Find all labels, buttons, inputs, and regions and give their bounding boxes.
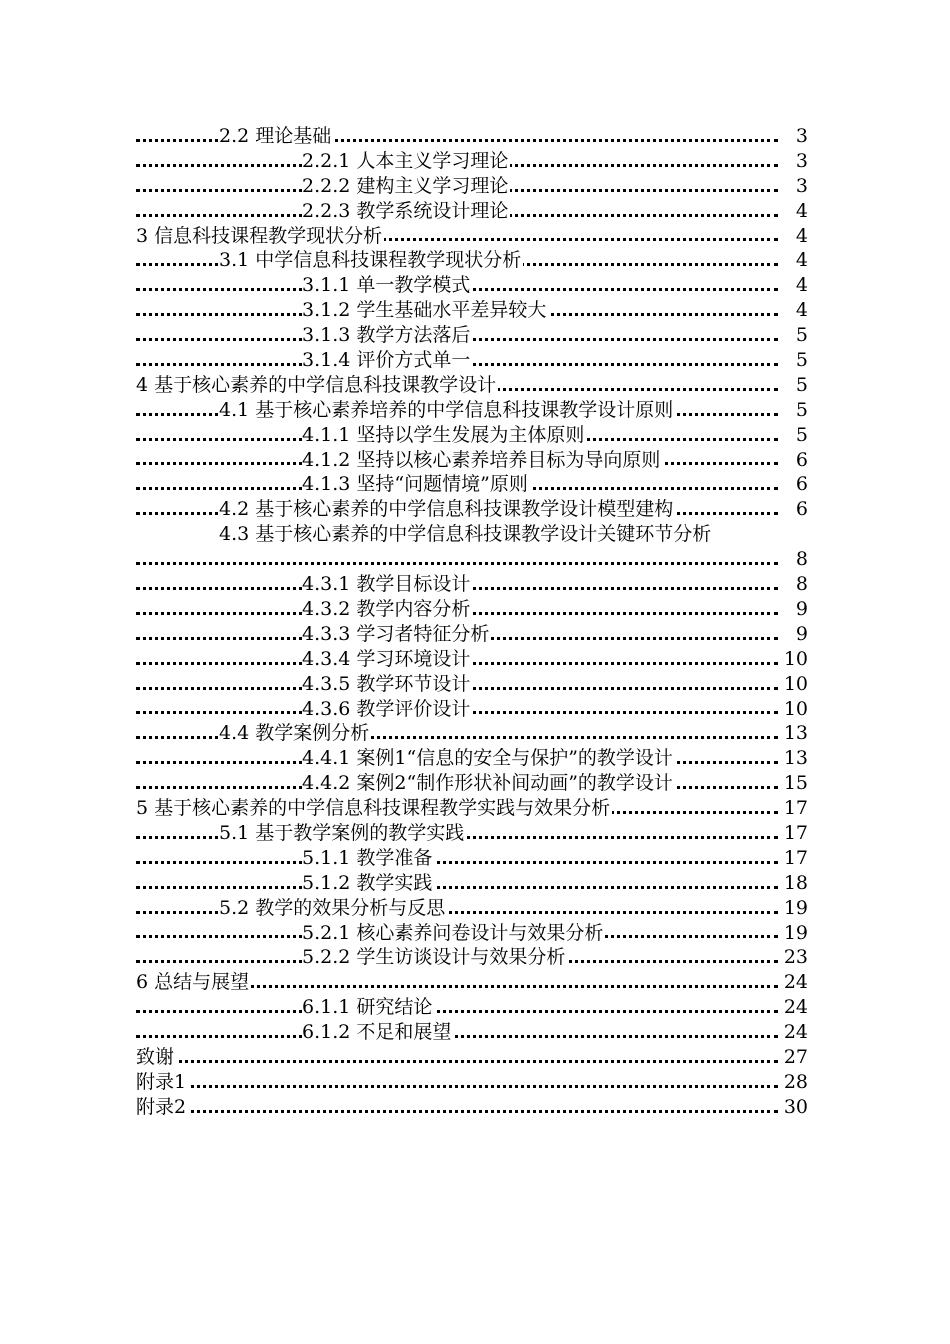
toc-entry-label: 学习环境设计 bbox=[356, 647, 471, 670]
toc-entry-heading bbox=[302, 299, 548, 321]
toc-entry-heading bbox=[302, 449, 662, 471]
toc-entry-number: 4.3.1 bbox=[302, 573, 351, 596]
toc-entry[interactable] bbox=[136, 124, 808, 149]
toc-entry[interactable] bbox=[136, 423, 808, 448]
dot-leader bbox=[136, 861, 778, 864]
toc-entry-number: 6 bbox=[136, 971, 149, 994]
toc-entry-heading bbox=[219, 897, 447, 919]
toc-entry-heading bbox=[136, 797, 612, 819]
toc-entry-label: 坚持以核心素养培养目标为导向原则 bbox=[356, 448, 661, 471]
toc-entry-page-number: 24 bbox=[781, 995, 808, 1020]
toc-entry-heading bbox=[302, 946, 567, 968]
toc-entry-label: 学生访谈设计与效果分析 bbox=[356, 946, 566, 969]
toc-entry[interactable] bbox=[136, 721, 808, 746]
toc-entry-label: 教学评价设计 bbox=[356, 697, 471, 720]
toc-entry[interactable] bbox=[136, 522, 808, 572]
toc-entry-label: 教学的效果分析与反思 bbox=[255, 896, 446, 919]
toc-entry-label: 基于核心素养培养的中学信息科技课教学设计原则 bbox=[255, 398, 674, 421]
toc-entry-heading bbox=[302, 200, 510, 222]
toc-entry-number: 4.4.2 bbox=[302, 772, 351, 795]
toc-entry-page-number: 10 bbox=[781, 697, 808, 722]
toc-entry-label: 教学案例分析 bbox=[255, 722, 370, 745]
toc-entry[interactable] bbox=[136, 224, 808, 249]
toc-entry-heading bbox=[219, 722, 371, 744]
toc-entry-heading bbox=[302, 698, 472, 720]
toc-entry-page-number: 17 bbox=[781, 796, 808, 821]
toc-entry-number: 4.1.2 bbox=[302, 448, 351, 471]
toc-entry-number: 4.3.3 bbox=[302, 622, 351, 645]
toc-entry-label: 总结与展望 bbox=[154, 971, 250, 994]
toc-entry-heading bbox=[136, 971, 251, 993]
toc-entry-page-number: 6 bbox=[793, 448, 808, 473]
toc-entry-heading bbox=[302, 324, 472, 346]
toc-entry[interactable] bbox=[136, 1020, 808, 1045]
toc-entry-label: 基于核心素养的中学信息科技课教学设计模型建构 bbox=[255, 498, 674, 521]
toc-entry-number: 6.1.1 bbox=[302, 996, 351, 1019]
toc-entry-label: 教学内容分析 bbox=[356, 597, 471, 620]
toc-entry[interactable] bbox=[136, 174, 808, 199]
dot-leader bbox=[136, 1085, 778, 1088]
toc-entry-page-number: 13 bbox=[781, 746, 808, 771]
toc-entry[interactable] bbox=[136, 149, 808, 174]
toc-entry-heading bbox=[302, 274, 472, 296]
toc-entry-label: 案例2“制作形状补间动画”的教学设计 bbox=[356, 772, 673, 795]
toc-entry-heading bbox=[136, 1046, 176, 1068]
toc-entry-label: 教学准备 bbox=[356, 846, 433, 869]
toc-entry[interactable] bbox=[136, 796, 808, 821]
toc-entry[interactable] bbox=[136, 896, 808, 921]
toc-entry-number: 3.1.2 bbox=[302, 299, 351, 322]
toc-entry-label: 基于核心素养的中学信息科技课教学设计关键环节分析 bbox=[255, 523, 712, 546]
toc-entry[interactable] bbox=[136, 398, 808, 423]
toc-entry-page-number: 19 bbox=[781, 896, 808, 921]
toc-entry-heading bbox=[136, 1071, 188, 1093]
dot-leader bbox=[136, 1010, 778, 1013]
toc-entry-heading bbox=[136, 1096, 188, 1118]
toc-entry-heading bbox=[219, 249, 523, 271]
toc-entry[interactable] bbox=[136, 995, 808, 1020]
table-of-contents bbox=[136, 124, 808, 1120]
dot-leader bbox=[136, 562, 778, 565]
toc-entry-label: 基于核心素养的中学信息科技课程教学实践与效果分析 bbox=[154, 797, 611, 820]
toc-entry-number: 4.1 bbox=[219, 398, 250, 421]
toc-entry-number: 3.1.4 bbox=[302, 349, 351, 372]
toc-entry-page-number: 10 bbox=[781, 647, 808, 672]
toc-entry-label: 人本主义学习理论 bbox=[356, 149, 509, 172]
toc-entry-label: 信息科技课程教学现状分析 bbox=[154, 224, 383, 247]
toc-entry-number: 2.2.1 bbox=[302, 149, 351, 172]
toc-entry-number: 4.4.1 bbox=[302, 747, 351, 770]
toc-entry-heading bbox=[302, 1021, 453, 1043]
toc-entry-label: 附录1 bbox=[136, 1070, 187, 1093]
toc-entry-number: 4.4 bbox=[219, 722, 250, 745]
toc-entry[interactable] bbox=[136, 921, 808, 946]
toc-entry-page-number: 4 bbox=[793, 224, 808, 249]
toc-entry[interactable] bbox=[136, 597, 808, 622]
toc-entry-page-number: 15 bbox=[781, 771, 808, 796]
toc-entry-page-number: 27 bbox=[781, 1045, 808, 1070]
toc-entry-label: 教学环节设计 bbox=[356, 672, 471, 695]
toc-entry-page-number: 8 bbox=[793, 572, 808, 597]
toc-entry-label: 基于教学案例的教学实践 bbox=[255, 821, 465, 844]
toc-entry-page-number: 19 bbox=[781, 921, 808, 946]
toc-entry[interactable] bbox=[136, 373, 808, 398]
toc-entry-number: 3.1.3 bbox=[302, 324, 351, 347]
toc-entry[interactable] bbox=[136, 647, 808, 672]
toc-entry-number: 3.1 bbox=[219, 249, 250, 272]
toc-entry[interactable] bbox=[136, 697, 808, 722]
toc-entry-heading bbox=[302, 150, 510, 172]
toc-entry-label: 核心素养问卷设计与效果分析 bbox=[356, 921, 604, 944]
toc-entry-page-number: 3 bbox=[793, 149, 808, 174]
toc-entry-number: 4.1.3 bbox=[302, 473, 351, 496]
toc-entry[interactable] bbox=[136, 970, 808, 995]
toc-entry[interactable] bbox=[136, 672, 808, 697]
toc-entry-label: 不足和展望 bbox=[356, 1021, 452, 1044]
toc-entry-number: 5 bbox=[136, 797, 149, 820]
toc-entry-page-number: 5 bbox=[793, 398, 808, 423]
toc-entry-page-number: 18 bbox=[781, 871, 808, 896]
toc-entry-label: 研究结论 bbox=[356, 996, 433, 1019]
toc-entry-label: 中学信息科技课程教学现状分析 bbox=[255, 249, 522, 272]
toc-entry-number: 4.3 bbox=[219, 523, 250, 546]
toc-entry-heading bbox=[302, 872, 434, 894]
toc-entry[interactable] bbox=[136, 771, 808, 796]
toc-entry-number: 5.2.2 bbox=[302, 946, 351, 969]
toc-entry-page-number: 5 bbox=[793, 323, 808, 348]
toc-entry-label: 坚持以学生发展为主体原则 bbox=[356, 423, 585, 446]
toc-entry-page-number: 4 bbox=[793, 248, 808, 273]
toc-entry-number: 4.3.2 bbox=[302, 597, 351, 620]
dot-leader bbox=[136, 1110, 778, 1113]
toc-entry-label: 学习者特征分析 bbox=[356, 622, 490, 645]
toc-entry-number: 2.2.3 bbox=[302, 199, 351, 222]
toc-entry-label: 教学方法落后 bbox=[356, 324, 471, 347]
toc-entry-heading bbox=[219, 399, 675, 421]
toc-entry[interactable] bbox=[136, 273, 808, 298]
toc-entry-number: 5.1 bbox=[219, 821, 250, 844]
toc-entry-heading bbox=[302, 673, 472, 695]
toc-entry-page-number: 17 bbox=[781, 821, 808, 846]
toc-entry-number: 4 bbox=[136, 373, 149, 396]
toc-entry-page-number: 5 bbox=[793, 348, 808, 373]
toc-entry-page-number: 4 bbox=[793, 298, 808, 323]
toc-entry-page-number: 9 bbox=[793, 597, 808, 622]
toc-entry-heading bbox=[302, 424, 586, 446]
toc-entry[interactable] bbox=[136, 846, 808, 871]
toc-entry-page-number: 24 bbox=[781, 1020, 808, 1045]
toc-entry-heading bbox=[219, 822, 466, 844]
toc-entry-heading bbox=[219, 125, 333, 147]
toc-entry-label: 建构主义学习理论 bbox=[356, 174, 509, 197]
toc-entry[interactable] bbox=[136, 821, 808, 846]
toc-entry-label: 教学实践 bbox=[356, 871, 433, 894]
toc-entry-heading bbox=[302, 623, 491, 645]
toc-entry-label: 案例1“信息的安全与保护”的教学设计 bbox=[356, 747, 673, 770]
toc-entry-heading bbox=[136, 225, 384, 247]
toc-entry-label: 评价方式单一 bbox=[356, 349, 471, 372]
toc-entry[interactable] bbox=[136, 323, 808, 348]
toc-entry-page-number: 4 bbox=[793, 273, 808, 298]
toc-entry[interactable] bbox=[136, 1095, 808, 1120]
toc-entry[interactable] bbox=[136, 945, 808, 970]
toc-entry-page-number: 3 bbox=[793, 174, 808, 199]
toc-entry[interactable] bbox=[136, 746, 808, 771]
toc-entry[interactable] bbox=[136, 199, 808, 224]
toc-entry-label: 坚持“问题情境”原则 bbox=[356, 473, 528, 496]
toc-entry-number: 3 bbox=[136, 224, 149, 247]
toc-entry-heading bbox=[302, 598, 472, 620]
toc-entry-number: 2.2.2 bbox=[302, 174, 351, 197]
toc-entry[interactable] bbox=[136, 1070, 808, 1095]
toc-entry-label: 学生基础水平差异较大 bbox=[356, 299, 547, 322]
toc-entry-page-number: 13 bbox=[781, 721, 808, 746]
toc-entry-page-number: 9 bbox=[793, 622, 808, 647]
toc-entry[interactable] bbox=[136, 472, 808, 497]
toc-entry-page-number: 24 bbox=[781, 970, 808, 995]
toc-entry-label: 教学系统设计理论 bbox=[356, 199, 509, 222]
toc-entry-number: 5.2.1 bbox=[302, 921, 351, 944]
toc-entry-heading bbox=[219, 522, 808, 547]
toc-entry-heading bbox=[302, 922, 605, 944]
toc-entry-number: 5.1.2 bbox=[302, 871, 351, 894]
toc-entry-heading bbox=[302, 847, 434, 869]
dot-leader bbox=[136, 886, 778, 889]
toc-entry-label: 附录2 bbox=[136, 1095, 187, 1118]
toc-entry[interactable] bbox=[136, 622, 808, 647]
toc-entry-page-number: 10 bbox=[781, 672, 808, 697]
toc-entry-heading bbox=[302, 648, 472, 670]
toc-entry-heading bbox=[302, 996, 434, 1018]
toc-entry-heading bbox=[302, 473, 530, 495]
toc-entry-page-number: 30 bbox=[781, 1095, 808, 1120]
toc-entry-number: 3.1.1 bbox=[302, 274, 351, 297]
toc-entry-heading bbox=[302, 747, 675, 769]
toc-entry-page-number: 23 bbox=[781, 945, 808, 970]
dot-leader bbox=[136, 1035, 778, 1038]
toc-entry-page-number: 6 bbox=[793, 497, 808, 522]
toc-entry-label: 教学目标设计 bbox=[356, 573, 471, 596]
toc-entry[interactable] bbox=[136, 871, 808, 896]
toc-entry[interactable] bbox=[136, 572, 808, 597]
toc-entry-number: 6.1.2 bbox=[302, 1021, 351, 1044]
toc-entry-number: 4.1.1 bbox=[302, 423, 351, 446]
toc-entry[interactable] bbox=[136, 497, 808, 522]
toc-entry[interactable] bbox=[136, 1045, 808, 1070]
toc-entry-label: 理论基础 bbox=[255, 125, 332, 147]
toc-entry-page-number: 4 bbox=[793, 199, 808, 224]
toc-entry-number: 5.2 bbox=[219, 896, 250, 919]
toc-entry-number: 4.3.6 bbox=[302, 697, 351, 720]
toc-entry-heading bbox=[302, 175, 510, 197]
toc-entry[interactable] bbox=[136, 298, 808, 323]
toc-entry-heading bbox=[219, 498, 675, 520]
toc-entry-heading bbox=[302, 349, 472, 371]
toc-entry-number: 2.2 bbox=[219, 125, 250, 147]
toc-entry-heading bbox=[302, 573, 472, 595]
toc-entry-page-number: 5 bbox=[793, 373, 808, 398]
toc-entry[interactable] bbox=[136, 348, 808, 373]
toc-entry-page-number: 5 bbox=[793, 423, 808, 448]
toc-entry-number: 4.3.5 bbox=[302, 672, 351, 695]
toc-entry-label: 基于核心素养的中学信息科技课教学设计 bbox=[154, 373, 497, 396]
toc-entry-page-number: 3 bbox=[793, 124, 808, 149]
toc-entry-page-number: 6 bbox=[793, 472, 808, 497]
toc-entry[interactable] bbox=[136, 248, 808, 273]
toc-entry-number: 4.3.4 bbox=[302, 647, 351, 670]
toc-entry[interactable] bbox=[136, 448, 808, 473]
toc-entry-label: 致谢 bbox=[136, 1045, 175, 1068]
toc-entry-heading bbox=[302, 772, 675, 794]
toc-entry-heading bbox=[136, 374, 498, 396]
dot-leader bbox=[136, 1060, 778, 1063]
toc-entry-number: 4.2 bbox=[219, 498, 250, 521]
toc-entry-page-number: 28 bbox=[781, 1070, 808, 1095]
toc-entry-number: 5.1.1 bbox=[302, 846, 351, 869]
toc-entry-page-number: 8 bbox=[793, 547, 808, 572]
toc-entry-page-number: 17 bbox=[781, 846, 808, 871]
toc-entry-label: 单一教学模式 bbox=[356, 274, 471, 297]
